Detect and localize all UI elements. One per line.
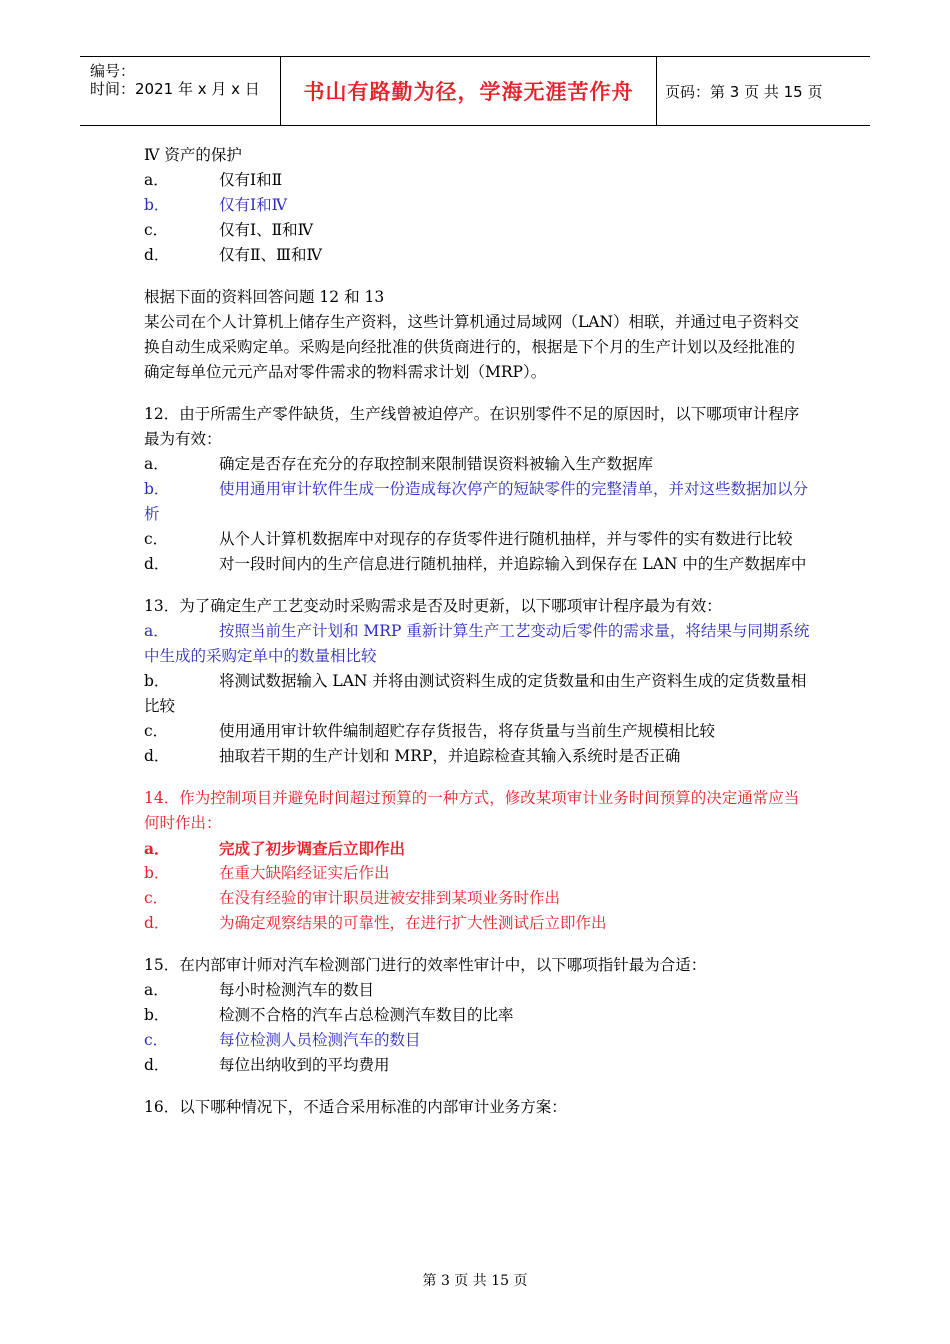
q12-option-d: d． 对一段时间内的生产信息进行随机抽样，并追踪输入到保存在 LAN 中的生产数据库中 — [144, 555, 807, 573]
q13-stem: 13．为了确定生产工艺变动时采购需求是否及时更新，以下哪项审计程序最为有效： — [144, 597, 722, 615]
q13-option-b: b． 将测试数据输入 LAN 并将由测试资料生成的定货数量和由生产资料生成的定货数量相比较 — [144, 672, 807, 715]
material-intro: 根据下面的资料回答问题 12 和 13 — [144, 288, 385, 306]
q14-option-a: a． 完成了初步调查后立即作出 — [144, 839, 406, 858]
q13-option-a: a． 按照当前生产计划和 MRP 重新计算生产工艺变动后零件的需求量，将结果与同期系统中生成的采购定单中的数量相比较 — [144, 622, 810, 665]
q14-option-c: c． 在没有经验的审计职员进被安排到某项业务时作出 — [144, 889, 561, 907]
page-header — [80, 56, 870, 126]
header-motto-cell — [280, 57, 657, 125]
q11-option-a: a． 仅有Ⅰ和Ⅱ — [144, 171, 283, 189]
q11-option-b: b． 仅有Ⅰ和Ⅳ — [144, 196, 288, 214]
q12-stem: 12．由于所需生产零件缺货，生产线曾被迫停产。在识别零件不足的原因时，以下哪项审计程序最为有效： — [144, 405, 800, 448]
q14-option-d: d． 为确定观察结果的可靠性，在进行扩大性测试后立即作出 — [144, 914, 607, 932]
q15-option-c: c． 每位检测人员检测汽车的数目 — [144, 1031, 421, 1049]
number-label: 编号： — [90, 62, 136, 80]
page-code: 页码：第 3 页 共 15 页 — [665, 82, 823, 101]
q12-option-c: c． 从个人计算机数据库中对现存的存货零件进行随机抽样，并与零件的实有数进行比较 — [144, 530, 793, 548]
q14-option-b: b． 在重大缺陷经证实后作出 — [144, 864, 390, 882]
q12-option-b: b． 使用通用审计软件生成一份造成每次停产的短缺零件的完整清单，并对这些数据加以分析 — [144, 480, 809, 523]
q15-option-d: d． 每位出纳收到的平均费用 — [144, 1056, 390, 1074]
q11-item-iv: Ⅳ 资产的保护 — [144, 146, 242, 164]
q15-option-b: b． 检测不合格的汽车占总检测汽车数目的比率 — [144, 1006, 514, 1024]
q16-stem: 16．以下哪种情况下，不适合采用标准的内部审计业务方案： — [144, 1098, 567, 1116]
q15-option-a: a． 每小时检测汽车的数目 — [144, 981, 375, 999]
material-text: 某公司在个人计算机上储存生产资料，这些计算机通过局域网（LAN）相联，并通过电子资料交换自动生成采购定单。采购是向经批准的供货商进行的，根据是下个月的生产计划以及经批准的确定每单位元元产品对零件需求的物料需求计划（MRP）。 — [144, 313, 800, 381]
q14-stem: 14．作为控制项目并避免时间超过预算的一种方式，修改某项审计业务时间预算的决定通常应当何时作出： — [144, 789, 800, 832]
q11-option-d: d． 仅有Ⅱ、Ⅲ和Ⅳ — [144, 246, 322, 264]
q11-option-c: c． 仅有Ⅰ、Ⅱ和Ⅳ — [144, 221, 314, 239]
q12-option-a: a． 确定是否存在充分的存取控制来限制错误资料被输入生产数据库 — [144, 455, 654, 473]
q13-option-c: c． 使用通用审计软件编制超贮存存货报告，将存货量与当前生产规模相比较 — [144, 722, 716, 740]
q15-stem: 15．在内部审计师对汽车检测部门进行的效率性审计中，以下哪项指针最为合适： — [144, 956, 707, 974]
header-page-cell — [655, 57, 870, 125]
document-body — [144, 143, 810, 1120]
header-meta — [80, 57, 280, 125]
motto: 书山有路勤为径，学海无涯苦作舟 — [303, 80, 634, 104]
q13-option-d: d． 抽取若干期的生产计划和 MRP，并追踪检查其输入系统时是否正确 — [144, 747, 681, 765]
time-label: 时间：2021 年 x 月 x 日 — [90, 80, 260, 98]
page-footer: 第 3 页 共 15 页 — [422, 1273, 528, 1289]
